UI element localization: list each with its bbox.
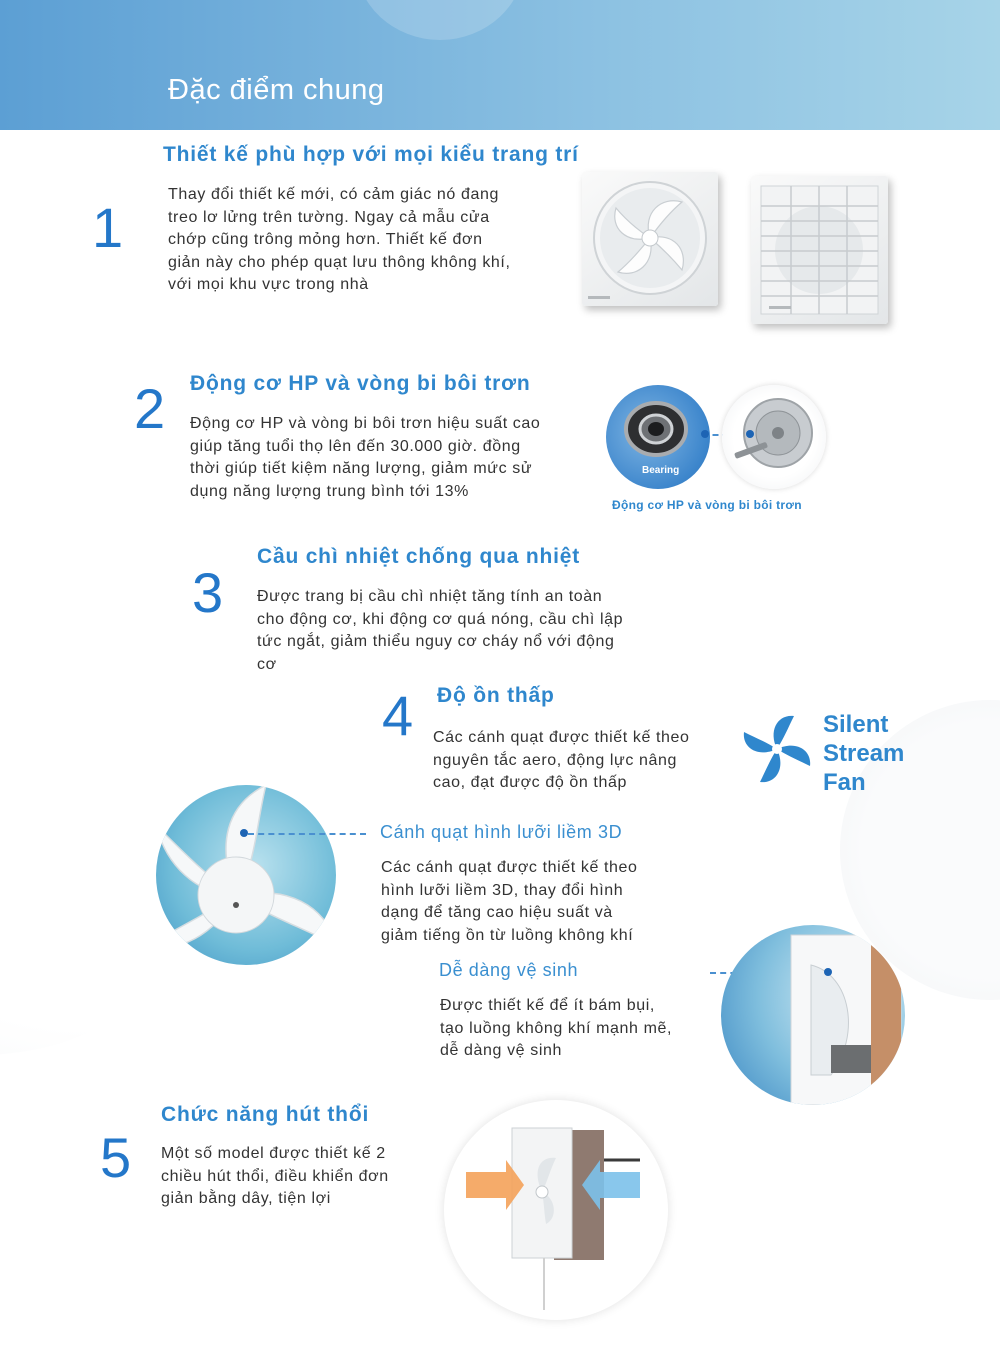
text-line: dụng năng lượng trung bình tới 13%: [190, 482, 469, 500]
louvered-fan-icon: [751, 176, 888, 324]
feature-heading-1: Thiết kế phù hợp với mọi kiểu trang trí: [163, 143, 579, 166]
header-bubble: [355, 0, 525, 40]
text-line: với mọi khu vực trong nhà: [168, 276, 369, 293]
subfeature-heading-blade: Cánh quạt hình lưỡi liềm 3D: [380, 822, 623, 842]
feature-heading-5: Chức năng hút thổi: [161, 1103, 370, 1126]
blade-icon: [156, 785, 336, 965]
silent-stream-fan-logo-text: [823, 710, 904, 797]
text-line: tức ngắt, giảm thiểu nguy cơ cháy nổ với động: [257, 633, 615, 650]
subfeature-heading-cleaning: Dễ dàng vệ sinh: [439, 960, 579, 980]
feature-number-2: 2: [134, 377, 166, 440]
text-line: cơ: [257, 655, 277, 673]
text-line: chiều hút thổi, điều khiển đơn: [161, 1167, 389, 1185]
logo-line: Silent: [823, 711, 889, 738]
text-line: thời giúp tiết kiệm năng lượng, giảm mức sử: [190, 460, 533, 477]
text-line: nguyên tắc aero, động lực nâng: [433, 751, 677, 769]
text-line: Động cơ HP và vòng bi bôi trơn hiệu suất cao: [190, 415, 541, 432]
two-way-fan-icon: [444, 1100, 668, 1320]
text-line: giảm tiếng ồn từ luồng không khí: [381, 926, 634, 944]
feature-text-5: [161, 1143, 451, 1211]
connector-dot-motor: [746, 430, 754, 438]
text-line: giản này cho phép quạt lưu thông không khí,: [168, 253, 511, 271]
fan-side-icon: [721, 925, 905, 1105]
logo-line: Stream: [823, 740, 905, 767]
fan-product-image-1: [582, 172, 718, 306]
fan-icon: [582, 172, 718, 306]
text-line: giản bằng dây, tiện lợi: [161, 1190, 331, 1207]
subfeature-text-cleaning: [440, 995, 720, 1063]
text-line: Được thiết kế để ít bám bụi,: [440, 997, 655, 1014]
text-line: giúp tăng tuổi thọ lên đến 30.000 giờ. đồng: [190, 437, 521, 455]
feature-text-3: [257, 586, 677, 676]
feature-heading-3: Cầu chì nhiệt chống qua nhiệt: [257, 545, 581, 568]
motor-icon: [722, 385, 826, 489]
page-title: Đặc điểm chung: [168, 74, 385, 106]
connector-line-blade: [248, 833, 366, 835]
text-line: tạo luồng không khí mạnh mẽ,: [440, 1019, 673, 1037]
bearing-label: Bearing: [642, 465, 680, 476]
feature-number-5: 5: [100, 1126, 132, 1189]
connector-dot-cleaning: [824, 968, 832, 976]
text-line: chớp cũng trông mỏng hơn. Thiết kế đơn: [168, 231, 483, 248]
text-line: Các cánh quạt được thiết kế theo: [381, 859, 638, 876]
logo-line: Fan: [823, 769, 866, 796]
text-line: Được trang bị cầu chì nhiệt tăng tính an toàn: [257, 588, 603, 605]
bearing-image: [606, 385, 710, 489]
motor-caption: Động cơ HP và vòng bi bôi trơn: [612, 498, 802, 512]
text-line: dạng để tăng cao hiệu suất và: [381, 904, 613, 921]
connector-dot-blade: [240, 829, 248, 837]
text-line: hình lưỡi liềm 3D, thay đổi hình: [381, 881, 624, 899]
motor-image: [722, 385, 826, 489]
two-way-fan-image: [444, 1100, 668, 1320]
connector-dot-bearing: [701, 430, 709, 438]
fan-product-image-2: [751, 176, 888, 324]
subfeature-text-blade: [381, 857, 701, 947]
feature-text-4: [433, 727, 733, 795]
feature-number-4: 4: [382, 684, 414, 747]
text-line: treo lơ lửng trên tường. Ngay cả mẫu cửa: [168, 208, 490, 226]
text-line: cho động cơ, khi động cơ quá nóng, cầu chì lập: [257, 610, 624, 628]
text-line: cao, đạt được độ ồn thấp: [433, 774, 627, 791]
text-line: Thay đổi thiết kế mới, có cảm giác nó đang: [168, 186, 499, 203]
silent-stream-fan-logo-icon: [738, 710, 816, 788]
feature-number-1: 1: [92, 196, 124, 259]
page-header: [0, 0, 1000, 130]
text-line: dễ dàng vệ sinh: [440, 1042, 562, 1059]
feature-heading-2: Động cơ HP và vòng bi bôi trơn: [190, 372, 531, 395]
text-line: Một số model được thiết kế 2: [161, 1145, 386, 1162]
fan-cleaning-image: [721, 925, 905, 1105]
feature-number-3: 3: [192, 561, 224, 624]
feature-text-2: [190, 413, 580, 503]
fan-blade-image: [156, 785, 336, 965]
feature-text-1: [168, 184, 558, 297]
text-line: Các cánh quạt được thiết kế theo: [433, 729, 690, 746]
feature-heading-4: Độ ồn thấp: [437, 684, 555, 707]
